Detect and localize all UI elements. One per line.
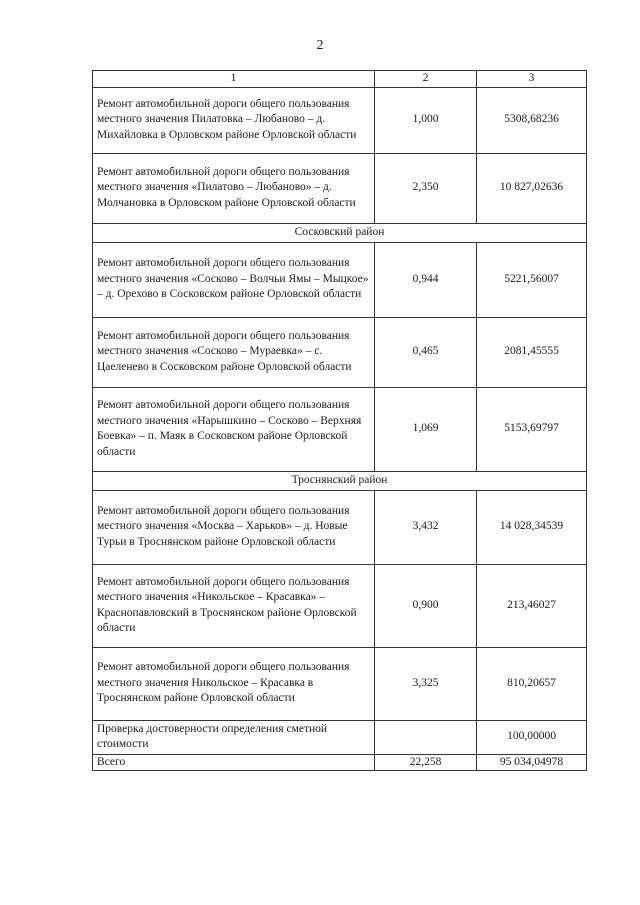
verification-label: Проверка достоверности определения сметной стоимости xyxy=(93,720,375,754)
header-cell-3: 3 xyxy=(477,71,587,88)
district-row xyxy=(93,471,587,490)
total-cost: 95 034,04978 xyxy=(477,754,587,770)
verification-length xyxy=(375,720,477,754)
header-cell-1: 1 xyxy=(93,71,375,88)
district-heading: Троснянский район xyxy=(93,471,587,490)
road-repair-table xyxy=(92,70,587,771)
road-length: 3,325 xyxy=(375,647,477,720)
road-length: 2,350 xyxy=(375,153,477,223)
table-row xyxy=(93,242,587,317)
table-row xyxy=(93,647,587,720)
table-header-row xyxy=(93,71,587,88)
road-name: Ремонт автомобильной дороги общего пользования местного значения «Сосково – Волчьи Ямы – Мыцкое» – д. Орехово в Сосковском районе Орловской области xyxy=(93,242,375,317)
road-name: Ремонт автомобильной дороги общего пользования местного значения «Нарышкино – Сосково – Верхняя Боевка» – п. Маяк в Сосковском районе Орловской области xyxy=(93,387,375,471)
road-name: Ремонт автомобильной дороги общего пользования местного значения «Москва – Харьков» – д. Новые Турьи в Троснянском районе Орловской области xyxy=(93,490,375,564)
road-cost: 5153,69797 xyxy=(477,387,587,471)
road-name: Ремонт автомобильной дороги общего пользования местного значения «Никольское – Красавка» – Краснопавловский в Троснянском районе Орловской области xyxy=(93,564,375,647)
road-length: 0,465 xyxy=(375,317,477,387)
district-heading: Сосковский район xyxy=(93,223,587,242)
road-name: Ремонт автомобильной дороги общего пользования местного значения «Сосково – Мураевка» – с. Цаеленево в Сосковском районе Орловской области xyxy=(93,317,375,387)
road-length: 0,900 xyxy=(375,564,477,647)
road-cost: 2081,45555 xyxy=(477,317,587,387)
table-row xyxy=(93,87,587,153)
road-cost: 5221,56007 xyxy=(477,242,587,317)
table-row xyxy=(93,720,587,754)
road-name: Ремонт автомобильной дороги общего пользования местного значения Никольское – Красавка в Троснянском районе Орловской области xyxy=(93,647,375,720)
road-cost: 213,46027 xyxy=(477,564,587,647)
district-row xyxy=(93,223,587,242)
table-row xyxy=(93,317,587,387)
road-cost: 14 028,34539 xyxy=(477,490,587,564)
total-label: Всего xyxy=(93,754,375,770)
road-cost: 810,20657 xyxy=(477,647,587,720)
table-row xyxy=(93,564,587,647)
road-length: 1,000 xyxy=(375,87,477,153)
road-cost: 10 827,02636 xyxy=(477,153,587,223)
table-row xyxy=(93,490,587,564)
road-name: Ремонт автомобильной дороги общего пользования местного значения Пилатовка – Любаново – д. Михайловка в Орловском районе Орловской области xyxy=(93,87,375,153)
total-row xyxy=(93,754,587,770)
road-length: 3,432 xyxy=(375,490,477,564)
total-length: 22,258 xyxy=(375,754,477,770)
road-cost: 5308,68236 xyxy=(477,87,587,153)
table-row xyxy=(93,387,587,471)
road-length: 0,944 xyxy=(375,242,477,317)
table-row xyxy=(93,153,587,223)
verification-cost: 100,00000 xyxy=(477,720,587,754)
page-number: 2 xyxy=(316,38,324,53)
road-name: Ремонт автомобильной дороги общего пользования местного значения «Пилатово – Любаново» – д. Молчановка в Орловском районе Орловской области xyxy=(93,153,375,223)
header-cell-2: 2 xyxy=(375,71,477,88)
road-length: 1,069 xyxy=(375,387,477,471)
